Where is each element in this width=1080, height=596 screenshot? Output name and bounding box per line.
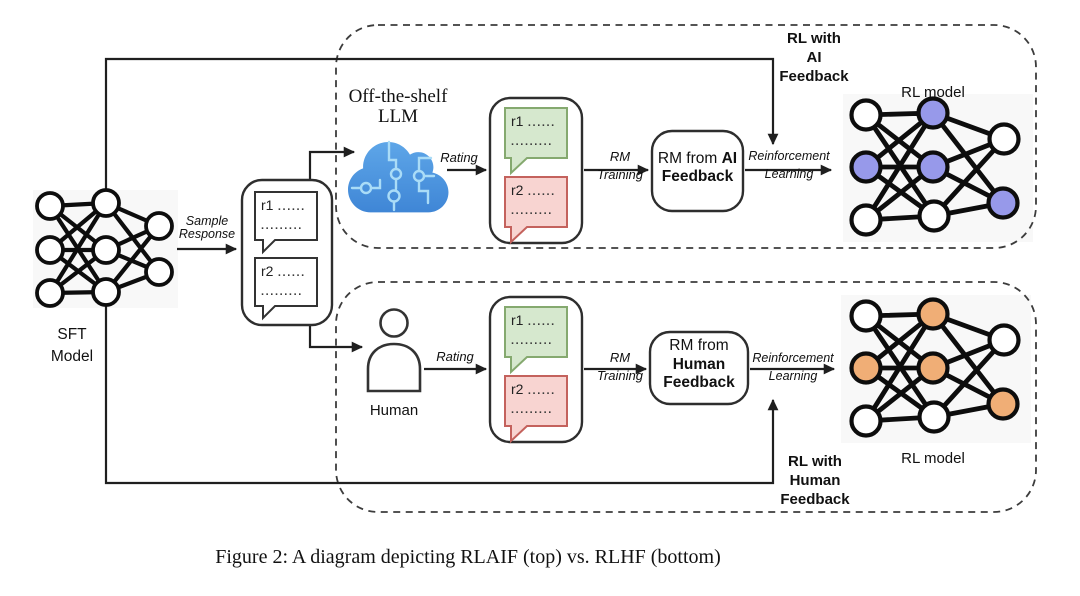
rm-training-label-bottom: RM Training [596,350,643,383]
reinforcement-learning-label-top: Reinforcement Learning [748,149,830,181]
rated-text-r1-top: r1 ...... ......... [511,113,556,148]
off-the-shelf-llm-label: Off-the-shelf LLM [348,86,448,127]
sample-response-label: Sample Response [178,214,236,241]
human-icon [368,310,420,392]
rated-text-r1-bottom: r1 ...... ......... [511,312,556,347]
response-text-r2: r2 ...... ......... [261,263,306,298]
rating-label-top: Rating [440,150,478,165]
rm-training-label-top: RM Training [596,149,643,182]
rated-text-r2-top: r2 ...... ......... [511,182,556,217]
reinforcement-learning-label-bottom: Reinforcement Learning [752,351,834,383]
rm-ai-feedback-box-label: RM from AI Feedback [657,150,738,185]
rated-text-r2-bottom: r2 ...... ......... [511,381,556,416]
rl-with-human-feedback-label: RL with Human Feedback [780,453,850,508]
rating-label-bottom: Rating [436,349,474,364]
response-text-r1: r1 ...... ......... [261,197,306,232]
sft-model-label: SFT Model [50,326,94,365]
rl-model-label-top: RL model [901,84,965,101]
responses-to-llm-arrow [310,152,354,180]
rl-with-ai-feedback-label: RL with AI Feedback [779,30,849,85]
rm-human-feedback-box-label: RM from Human Feedback [663,337,735,391]
human-label: Human [369,402,419,419]
rl-model-label-bottom: RL model [901,450,965,467]
figure-caption: Figure 2: A diagram depicting RLAIF (top) vs. RLHF (bottom) [215,546,721,568]
